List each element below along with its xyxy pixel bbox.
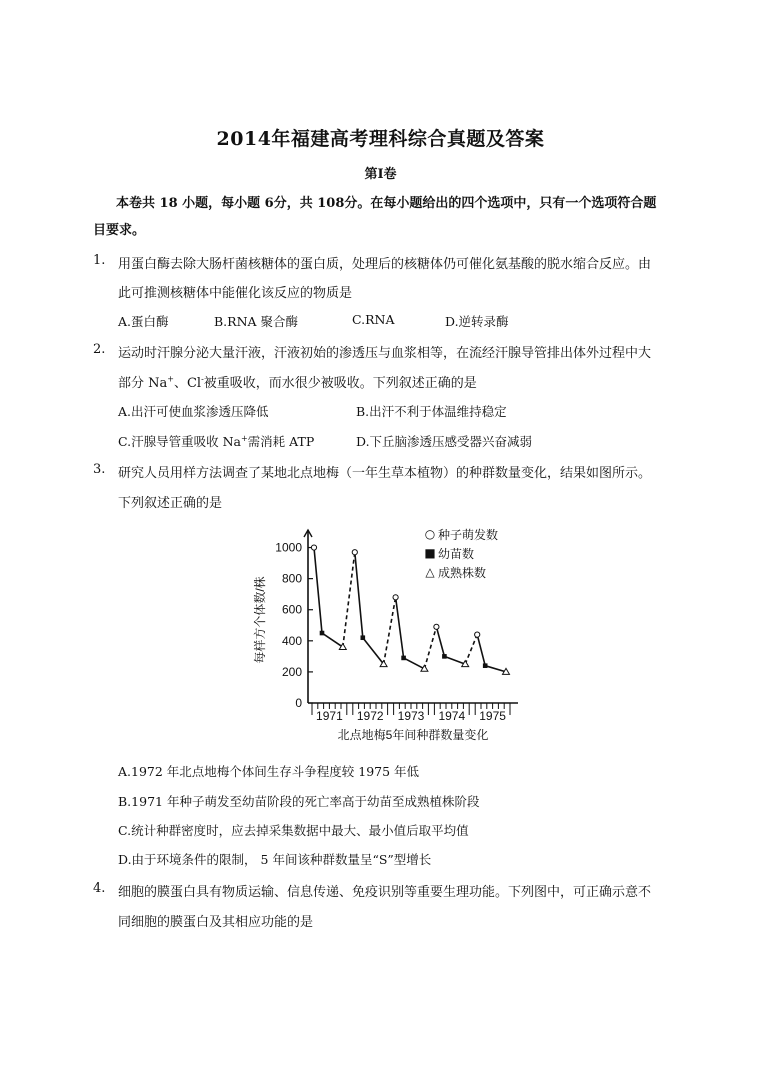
intro-line-2: 目要求。 (93, 223, 146, 238)
point-seed-germination (352, 550, 357, 555)
trend-line (322, 633, 343, 647)
q2-optc-sup: + (240, 433, 248, 443)
question-2-option-d: D.下丘脑渗透压感受器兴奋减弱 (356, 434, 533, 449)
question-3-option-b: B.1971 年种子萌发至幼苗阶段的死亡率高于幼苗至成熟植株阶段 (118, 794, 480, 809)
point-seed-germination (311, 545, 316, 550)
q2-sup-minus: - (201, 374, 204, 384)
question-4-stem-line-1: 细胞的膜蛋白具有物质运输、信息传递、免疫识别等重要生理功能。下列图中，可正确示意不 (118, 885, 652, 900)
question-1-option-c: C.RNA (352, 312, 395, 327)
x-year-label: 1971 (316, 709, 343, 723)
trend-line (436, 627, 444, 657)
question-2-stem-line-1: 运动时汗腺分泌大量汗液，汗液初始的渗透压与血浆相等，在流经汗腺导管排出体外过程中大 (118, 346, 652, 361)
population-chart (244, 520, 534, 745)
legend-label: 成熟株数 (438, 566, 487, 580)
trend-line (355, 552, 363, 638)
question-2-number: 2. (93, 342, 106, 357)
y-tick-label: 200 (281, 664, 302, 679)
question-3-option-d: D.由于环境条件的限制， 5 年间该种群数量呈“S”型增长 (118, 852, 432, 867)
x-year-label: 1975 (479, 709, 506, 723)
point-seedling (361, 635, 366, 640)
y-axis-label: 每样方个体数/株 (253, 576, 267, 664)
point-seedling (442, 654, 447, 659)
x-axis-label: 北点地梅5年间种群数量变化 (337, 728, 489, 742)
legend-marker: ■ (424, 546, 436, 560)
legend-marker: ○ (424, 527, 436, 541)
y-tick-label: 1000 (275, 540, 302, 555)
question-1-option-d: D.逆转录酶 (445, 314, 509, 329)
y-tick-label: 400 (281, 633, 302, 648)
x-year-label: 1974 (438, 709, 466, 723)
trend-line (396, 597, 404, 658)
question-3-option-a: A.1972 年北点地梅个体间生存斗争程度较 1975 年低 (118, 764, 420, 779)
point-seedling (320, 631, 325, 636)
q2-optc-text-b: 需消耗 ATP (247, 434, 315, 449)
question-1-stem-line-2: 此可推测核糖体中能催化该反应的物质是 (118, 286, 353, 301)
question-2-stem-line-2 (118, 372, 477, 391)
question-2-option-c (118, 432, 314, 450)
trend-line (477, 635, 485, 666)
x-year-label: 1973 (397, 709, 425, 723)
trend-line (485, 666, 506, 672)
question-2-option-a: A.出汗可使血浆渗透压降低 (118, 404, 269, 419)
trend-line (363, 638, 384, 664)
intro-line-1: 本卷共 18 小题，每小题 6分，共 108分。在每小题给出的四个选项中，只有一个选项符合题 (116, 196, 657, 211)
point-seedling (483, 663, 488, 668)
point-seed-germination (434, 624, 439, 629)
trend-line (404, 658, 425, 669)
point-seed-germination (475, 632, 480, 637)
trend-line-dashed (465, 635, 477, 665)
q2-text-a: 部分 Na (118, 376, 168, 391)
y-tick-label: 800 (281, 571, 302, 586)
trend-line-dashed (384, 597, 396, 664)
question-1-number: 1. (93, 253, 106, 268)
section-title: 第Ⅰ卷 (364, 167, 397, 182)
legend-label: 幼苗数 (438, 547, 475, 561)
y-tick-label: 600 (281, 602, 302, 617)
question-3-option-c: C.统计种群密度时，应去掉采集数据中最大、最小值后取平均值 (118, 823, 469, 838)
question-4-stem-line-2: 同细胞的膜蛋白及其相应功能的是 (118, 915, 314, 930)
trend-line-dashed (343, 552, 355, 647)
y-tick-label: 0 (295, 696, 302, 710)
q2-sup-plus: + (167, 374, 174, 384)
question-3-stem-line-1: 研究人员用样方法调查了某地北点地梅（一年生草本植物）的种群数量变化，结果如图所示。 (118, 466, 652, 481)
question-2-option-b: B.出汗不利于体温维持稳定 (356, 404, 507, 419)
trend-line (444, 656, 465, 664)
legend-label: 种子萌发数 (438, 528, 499, 542)
document-title: 2014年福建高考理科综合真题及答案 (216, 128, 545, 150)
x-year-label: 1972 (356, 709, 384, 723)
q2-text-b: 、Cl (173, 376, 202, 391)
point-seed-germination (393, 595, 398, 600)
q2-optc-text-a: C.汗腺导管重吸收 Na (118, 434, 241, 449)
question-1-option-b: B.RNA 聚合酶 (214, 314, 299, 329)
question-1-stem-line-1: 用蛋白酶去除大肠杆菌核糖体的蛋白质，处理后的核糖体仍可催化氨基酸的脱水缩合反应。由 (118, 257, 652, 272)
question-3-number: 3. (93, 462, 106, 477)
question-3-stem-line-2: 下列叙述正确的是 (118, 496, 223, 511)
legend-marker: △ (425, 565, 435, 579)
point-seedling (401, 656, 406, 661)
q2-text-c: 被重吸收，而水很少被吸收。下列叙述正确的是 (203, 376, 477, 391)
section-intro (93, 190, 676, 244)
question-4-number: 4. (93, 881, 106, 896)
trend-line (314, 548, 322, 634)
question-1-option-a: A.蛋白酶 (118, 314, 169, 329)
trend-line-dashed (424, 627, 436, 669)
